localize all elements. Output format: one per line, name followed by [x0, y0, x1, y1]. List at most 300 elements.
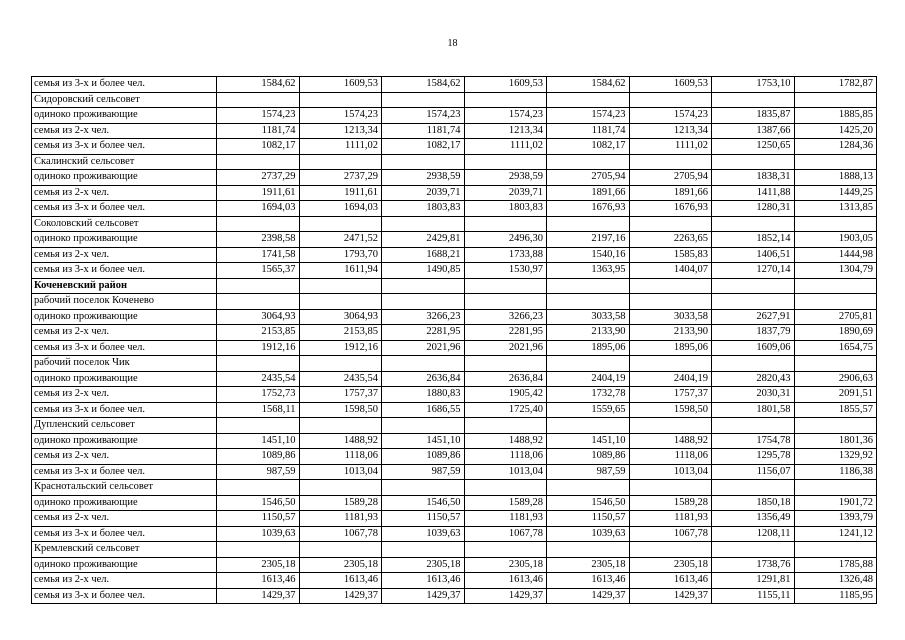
value-cell: 1150,57 — [382, 511, 465, 527]
value-cell — [299, 92, 382, 108]
value-cell: 1609,53 — [299, 77, 382, 93]
value-cell: 1835,87 — [712, 108, 795, 124]
group-header-row — [32, 294, 877, 310]
value-cell: 1186,38 — [794, 464, 877, 480]
row-label: семья из 3-х и более чел. — [32, 588, 217, 604]
value-cell: 2030,31 — [712, 387, 795, 403]
value-cell — [299, 294, 382, 310]
settlement-name: рабочий поселок Коченево — [32, 294, 217, 310]
value-cell: 1891,66 — [547, 185, 630, 201]
value-cell: 1039,63 — [382, 526, 465, 542]
table-row — [32, 387, 877, 403]
value-cell: 1270,14 — [712, 263, 795, 279]
value-cell: 2435,54 — [217, 371, 300, 387]
value-cell: 1111,02 — [299, 139, 382, 155]
value-cell: 1295,78 — [712, 449, 795, 465]
value-cell — [794, 356, 877, 372]
value-cell: 1613,46 — [464, 573, 547, 589]
group-header-row — [32, 154, 877, 170]
value-cell: 1449,25 — [794, 185, 877, 201]
value-cell: 2305,18 — [299, 557, 382, 573]
value-cell — [547, 294, 630, 310]
value-cell: 1895,06 — [547, 340, 630, 356]
value-cell: 1753,10 — [712, 77, 795, 93]
value-cell — [299, 278, 382, 294]
value-cell: 1326,48 — [794, 573, 877, 589]
value-cell: 987,59 — [217, 464, 300, 480]
row-label: семья из 2-х чел. — [32, 573, 217, 589]
table-row — [32, 309, 877, 325]
value-cell: 1291,81 — [712, 573, 795, 589]
value-cell: 1880,83 — [382, 387, 465, 403]
value-cell: 1213,34 — [464, 123, 547, 139]
value-cell: 1540,16 — [547, 247, 630, 263]
value-cell: 2906,63 — [794, 371, 877, 387]
value-cell: 1850,18 — [712, 495, 795, 511]
value-cell: 1490,85 — [382, 263, 465, 279]
table-row — [32, 495, 877, 511]
value-cell — [217, 278, 300, 294]
value-cell: 1574,23 — [217, 108, 300, 124]
value-cell — [464, 356, 547, 372]
value-cell — [712, 480, 795, 496]
value-cell: 1013,04 — [629, 464, 712, 480]
value-cell: 2091,51 — [794, 387, 877, 403]
value-cell: 1429,37 — [382, 588, 465, 604]
value-cell: 1733,88 — [464, 247, 547, 263]
value-cell: 1356,49 — [712, 511, 795, 527]
value-cell — [382, 216, 465, 232]
value-cell: 1852,14 — [712, 232, 795, 248]
value-cell: 2705,94 — [629, 170, 712, 186]
value-cell: 1676,93 — [629, 201, 712, 217]
value-cell: 1757,37 — [629, 387, 712, 403]
group-header-row — [32, 356, 877, 372]
value-cell: 2197,16 — [547, 232, 630, 248]
value-cell: 1089,86 — [547, 449, 630, 465]
value-cell: 1694,03 — [217, 201, 300, 217]
value-cell: 1890,69 — [794, 325, 877, 341]
value-cell: 1688,21 — [382, 247, 465, 263]
value-cell: 1546,50 — [382, 495, 465, 511]
value-cell: 1208,11 — [712, 526, 795, 542]
value-cell: 2305,18 — [382, 557, 465, 573]
value-cell: 1013,04 — [299, 464, 382, 480]
value-cell: 1757,37 — [299, 387, 382, 403]
value-cell — [464, 216, 547, 232]
row-label: семья из 2-х чел. — [32, 387, 217, 403]
group-header-row — [32, 216, 877, 232]
value-cell — [217, 542, 300, 558]
value-cell — [382, 294, 465, 310]
value-cell: 3064,93 — [299, 309, 382, 325]
value-cell: 1885,85 — [794, 108, 877, 124]
value-cell: 2039,71 — [382, 185, 465, 201]
value-cell — [299, 418, 382, 434]
value-cell — [382, 92, 465, 108]
value-cell: 1451,10 — [382, 433, 465, 449]
value-cell: 2039,71 — [464, 185, 547, 201]
value-cell: 1241,12 — [794, 526, 877, 542]
value-cell: 1654,75 — [794, 340, 877, 356]
value-cell: 2263,65 — [629, 232, 712, 248]
page-number: 18 — [447, 38, 458, 49]
value-cell: 1067,78 — [299, 526, 382, 542]
value-cell: 1613,46 — [299, 573, 382, 589]
value-cell — [464, 542, 547, 558]
value-cell: 1067,78 — [629, 526, 712, 542]
value-cell: 1855,57 — [794, 402, 877, 418]
value-cell: 3266,23 — [382, 309, 465, 325]
district-header-row — [32, 278, 877, 294]
value-cell — [712, 418, 795, 434]
row-label: семья из 2-х чел. — [32, 325, 217, 341]
group-header-row — [32, 542, 877, 558]
value-cell: 1752,73 — [217, 387, 300, 403]
value-cell: 1039,63 — [217, 526, 300, 542]
row-label: одиноко проживающие — [32, 557, 217, 573]
table-row — [32, 232, 877, 248]
value-cell: 1156,07 — [712, 464, 795, 480]
value-cell: 1584,62 — [547, 77, 630, 93]
value-cell: 1837,79 — [712, 325, 795, 341]
group-header-row — [32, 480, 877, 496]
value-cell: 1574,23 — [382, 108, 465, 124]
value-cell — [217, 154, 300, 170]
row-label: семья из 3-х и более чел. — [32, 340, 217, 356]
value-cell — [629, 542, 712, 558]
value-cell: 1404,07 — [629, 263, 712, 279]
value-cell — [629, 154, 712, 170]
value-cell: 1694,03 — [299, 201, 382, 217]
value-cell: 1181,74 — [382, 123, 465, 139]
value-cell: 1329,92 — [794, 449, 877, 465]
value-cell: 1313,85 — [794, 201, 877, 217]
table-row — [32, 123, 877, 139]
value-cell: 1838,31 — [712, 170, 795, 186]
value-cell — [547, 278, 630, 294]
table-row — [32, 371, 877, 387]
value-cell — [547, 92, 630, 108]
value-cell: 1213,34 — [299, 123, 382, 139]
row-label: одиноко проживающие — [32, 170, 217, 186]
value-cell — [629, 278, 712, 294]
table-row — [32, 325, 877, 341]
value-cell: 1888,13 — [794, 170, 877, 186]
value-cell: 2429,81 — [382, 232, 465, 248]
value-cell — [794, 418, 877, 434]
value-cell: 1284,36 — [794, 139, 877, 155]
value-cell: 2496,30 — [464, 232, 547, 248]
value-cell: 1585,83 — [629, 247, 712, 263]
settlement-name: рабочий поселок Чик — [32, 356, 217, 372]
value-cell: 1565,37 — [217, 263, 300, 279]
value-cell: 1393,79 — [794, 511, 877, 527]
table-row — [32, 201, 877, 217]
group-header-row — [32, 92, 877, 108]
value-cell — [217, 480, 300, 496]
row-label: семья из 2-х чел. — [32, 185, 217, 201]
value-cell — [794, 92, 877, 108]
row-label: семья из 2-х чел. — [32, 247, 217, 263]
settlement-name: Краснотальский сельсовет — [32, 480, 217, 496]
value-cell: 1676,93 — [547, 201, 630, 217]
value-cell: 1451,10 — [547, 433, 630, 449]
value-cell — [299, 542, 382, 558]
value-cell: 1589,28 — [629, 495, 712, 511]
table-row — [32, 185, 877, 201]
value-cell: 1901,72 — [794, 495, 877, 511]
value-cell: 1181,74 — [217, 123, 300, 139]
value-cell: 2820,43 — [712, 371, 795, 387]
value-cell — [464, 278, 547, 294]
value-cell — [629, 418, 712, 434]
value-cell — [217, 92, 300, 108]
value-cell: 1451,10 — [217, 433, 300, 449]
value-cell — [629, 294, 712, 310]
value-cell: 1574,23 — [299, 108, 382, 124]
value-cell: 1089,86 — [382, 449, 465, 465]
value-cell: 1793,70 — [299, 247, 382, 263]
value-cell: 1118,06 — [629, 449, 712, 465]
value-cell: 1429,37 — [217, 588, 300, 604]
value-cell: 1089,86 — [217, 449, 300, 465]
value-cell: 2133,90 — [547, 325, 630, 341]
value-cell: 1118,06 — [299, 449, 382, 465]
value-cell: 1589,28 — [299, 495, 382, 511]
value-cell: 2737,29 — [299, 170, 382, 186]
value-cell — [547, 480, 630, 496]
value-cell: 1411,88 — [712, 185, 795, 201]
row-label: семья из 3-х и более чел. — [32, 77, 217, 93]
value-cell: 1686,55 — [382, 402, 465, 418]
district-name: Коченевский район — [32, 278, 217, 294]
value-cell: 2404,19 — [629, 371, 712, 387]
value-cell: 1741,58 — [217, 247, 300, 263]
value-cell: 2636,84 — [464, 371, 547, 387]
value-cell — [547, 356, 630, 372]
row-label: семья из 3-х и более чел. — [32, 402, 217, 418]
value-cell: 2305,18 — [547, 557, 630, 573]
table-body — [32, 77, 877, 604]
value-cell: 1082,17 — [547, 139, 630, 155]
value-cell — [217, 294, 300, 310]
value-cell: 1801,58 — [712, 402, 795, 418]
value-cell: 2305,18 — [629, 557, 712, 573]
value-cell — [794, 278, 877, 294]
value-cell — [382, 356, 465, 372]
value-cell: 2305,18 — [217, 557, 300, 573]
row-label: семья из 2-х чел. — [32, 449, 217, 465]
table-row — [32, 139, 877, 155]
value-cell: 1891,66 — [629, 185, 712, 201]
row-label: семья из 2-х чел. — [32, 123, 217, 139]
value-cell: 1363,95 — [547, 263, 630, 279]
value-cell — [794, 294, 877, 310]
value-cell — [547, 154, 630, 170]
value-cell: 1609,53 — [464, 77, 547, 93]
row-label: одиноко проживающие — [32, 371, 217, 387]
value-cell — [629, 92, 712, 108]
value-cell: 1574,23 — [629, 108, 712, 124]
table-row — [32, 526, 877, 542]
value-cell: 1574,23 — [464, 108, 547, 124]
value-cell: 1280,31 — [712, 201, 795, 217]
value-cell: 2636,84 — [382, 371, 465, 387]
value-cell: 1754,78 — [712, 433, 795, 449]
value-cell: 2705,81 — [794, 309, 877, 325]
value-cell: 1803,83 — [464, 201, 547, 217]
value-cell: 1613,46 — [629, 573, 712, 589]
row-label: семья из 3-х и более чел. — [32, 464, 217, 480]
value-cell: 1584,62 — [217, 77, 300, 93]
value-cell: 1589,28 — [464, 495, 547, 511]
row-label: семья из 3-х и более чел. — [32, 526, 217, 542]
row-label: семья из 3-х и более чел. — [32, 201, 217, 217]
value-cell: 1785,88 — [794, 557, 877, 573]
value-cell: 1039,63 — [547, 526, 630, 542]
value-cell — [382, 542, 465, 558]
value-cell: 1429,37 — [299, 588, 382, 604]
settlement-name: Скалинский сельсовет — [32, 154, 217, 170]
value-cell: 1213,34 — [629, 123, 712, 139]
value-cell — [299, 154, 382, 170]
row-label: одиноко проживающие — [32, 232, 217, 248]
value-cell — [629, 216, 712, 232]
value-cell: 2471,52 — [299, 232, 382, 248]
value-cell — [629, 480, 712, 496]
table-row — [32, 263, 877, 279]
settlement-name: Сидоровский сельсовет — [32, 92, 217, 108]
value-cell: 2627,91 — [712, 309, 795, 325]
value-cell: 1611,94 — [299, 263, 382, 279]
value-cell: 1387,66 — [712, 123, 795, 139]
value-cell: 1082,17 — [217, 139, 300, 155]
value-cell — [382, 480, 465, 496]
value-cell: 1067,78 — [464, 526, 547, 542]
value-cell: 2435,54 — [299, 371, 382, 387]
value-cell — [464, 418, 547, 434]
value-cell: 1082,17 — [382, 139, 465, 155]
value-cell: 3033,58 — [547, 309, 630, 325]
value-cell: 1429,37 — [547, 588, 630, 604]
value-cell: 1912,16 — [299, 340, 382, 356]
table-row — [32, 464, 877, 480]
value-cell — [794, 480, 877, 496]
value-cell: 987,59 — [547, 464, 630, 480]
value-cell: 1732,78 — [547, 387, 630, 403]
value-cell: 1150,57 — [217, 511, 300, 527]
value-cell: 1911,61 — [217, 185, 300, 201]
row-label: одиноко проживающие — [32, 495, 217, 511]
value-cell — [382, 418, 465, 434]
value-cell: 1488,92 — [299, 433, 382, 449]
value-cell — [464, 294, 547, 310]
value-cell: 2281,95 — [464, 325, 547, 341]
value-cell: 1613,46 — [547, 573, 630, 589]
value-cell: 2404,19 — [547, 371, 630, 387]
value-cell — [712, 154, 795, 170]
tariff-table — [31, 76, 877, 604]
value-cell — [547, 418, 630, 434]
table-row — [32, 247, 877, 263]
value-cell: 1429,37 — [629, 588, 712, 604]
value-cell — [464, 154, 547, 170]
value-cell: 1738,76 — [712, 557, 795, 573]
value-cell: 1801,36 — [794, 433, 877, 449]
value-cell: 1118,06 — [464, 449, 547, 465]
value-cell: 2938,59 — [382, 170, 465, 186]
value-cell: 2737,29 — [217, 170, 300, 186]
value-cell: 1613,46 — [217, 573, 300, 589]
value-cell: 1488,92 — [629, 433, 712, 449]
value-cell: 1155,11 — [712, 588, 795, 604]
table-row — [32, 588, 877, 604]
value-cell: 2021,96 — [382, 340, 465, 356]
value-cell: 1574,23 — [547, 108, 630, 124]
value-cell: 1181,74 — [547, 123, 630, 139]
value-cell: 1111,02 — [464, 139, 547, 155]
value-cell: 1782,87 — [794, 77, 877, 93]
row-label: одиноко проживающие — [32, 108, 217, 124]
value-cell — [299, 356, 382, 372]
value-cell — [464, 480, 547, 496]
value-cell — [629, 356, 712, 372]
value-cell: 2705,94 — [547, 170, 630, 186]
value-cell: 1181,93 — [299, 511, 382, 527]
value-cell: 3064,93 — [217, 309, 300, 325]
value-cell: 1250,65 — [712, 139, 795, 155]
value-cell: 1013,04 — [464, 464, 547, 480]
value-cell: 2398,58 — [217, 232, 300, 248]
value-cell: 2021,96 — [464, 340, 547, 356]
table-row — [32, 108, 877, 124]
value-cell: 2133,90 — [629, 325, 712, 341]
value-cell — [464, 92, 547, 108]
value-cell: 1803,83 — [382, 201, 465, 217]
value-cell: 3266,23 — [464, 309, 547, 325]
value-cell — [794, 216, 877, 232]
value-cell: 1181,93 — [464, 511, 547, 527]
value-cell: 1429,37 — [464, 588, 547, 604]
value-cell: 1568,11 — [217, 402, 300, 418]
row-label: одиноко проживающие — [32, 309, 217, 325]
value-cell: 2938,59 — [464, 170, 547, 186]
value-cell: 1425,20 — [794, 123, 877, 139]
value-cell: 1304,79 — [794, 263, 877, 279]
value-cell: 1609,06 — [712, 340, 795, 356]
value-cell — [794, 542, 877, 558]
value-cell: 2153,85 — [217, 325, 300, 341]
value-cell: 2281,95 — [382, 325, 465, 341]
value-cell — [217, 356, 300, 372]
value-cell: 1725,40 — [464, 402, 547, 418]
value-cell — [712, 356, 795, 372]
value-cell: 1895,06 — [629, 340, 712, 356]
value-cell: 2153,85 — [299, 325, 382, 341]
table-row — [32, 170, 877, 186]
value-cell — [382, 278, 465, 294]
value-cell: 1903,05 — [794, 232, 877, 248]
value-cell — [382, 154, 465, 170]
value-cell: 1598,50 — [629, 402, 712, 418]
value-cell: 1406,51 — [712, 247, 795, 263]
value-cell: 1911,61 — [299, 185, 382, 201]
value-cell — [547, 216, 630, 232]
table-row — [32, 340, 877, 356]
value-cell: 1546,50 — [547, 495, 630, 511]
settlement-name: Кремлевский сельсовет — [32, 542, 217, 558]
